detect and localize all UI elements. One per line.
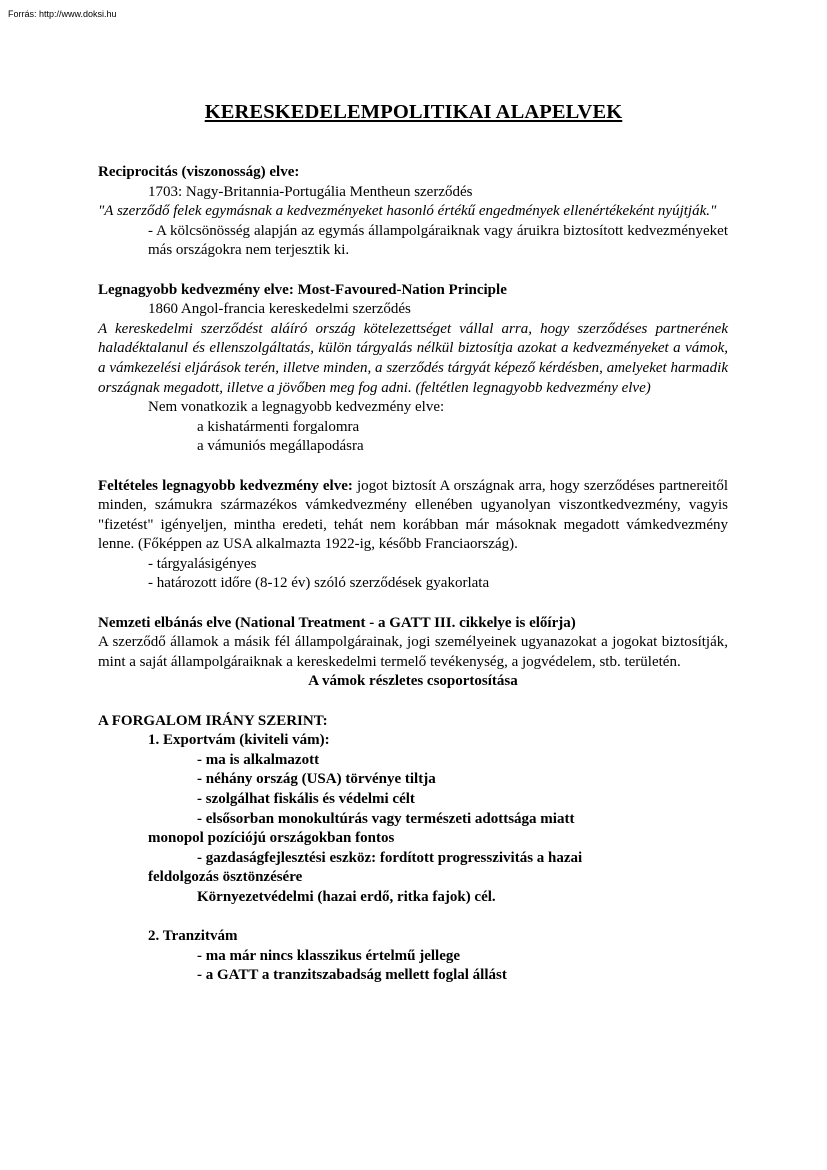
reciprocity-note: - A kölcsönösség alapján az egymás állampolgáraiknak vagy áruikra biztosított kedvezményeket más országokra nem terjesztik ki. [148,222,728,259]
tariff-classification-subtitle: A vámok részletes csoportosítása [308,673,518,690]
reciprocity-quote: "A szerződő felek egymásnak a kedvezményeket hasonló értékű engedmények ellenértékeként nyújtják." [98,203,717,220]
export-duty-heading: 1. Exportvám (kiviteli vám): [148,732,330,749]
export-duty-item-continuation: monopol pozíciójú országokban fontos [148,830,395,847]
source-line: Forrás: http://www.doksi.hu [8,9,117,19]
trade-direction-heading: A FORGALOM IRÁNY SZERINT: [98,712,328,729]
conditional-mfn-item: - határozott időre (8-12 év) szóló szerződések gyakorlata [148,575,490,592]
document-body [98,163,728,986]
mfn-exceptions-intro: Nem vonatkozik a legnagyobb kedvezmény elve: [148,399,445,416]
export-duty-item: - szolgálhat fiskális és védelmi célt [197,791,415,807]
export-duty-item: Környezetvédelmi (hazai erdő, ritka fajok) cél. [197,888,496,905]
conditional-mfn-heading: Feltételes legnagyobb kedvezmény elve: [98,477,353,494]
page-title: KERESKEDELEMPOLITIKAI ALAPELVEK [204,101,623,123]
conditional-mfn-paragraph [98,477,728,555]
reciprocity-treaty: 1703: Nagy-Britannia-Portugália Mentheun szerződés [148,183,473,200]
mfn-treaty: 1860 Angol-francia kereskedelmi szerződés [148,301,411,318]
transit-duty-heading: 2. Tranzitvám [148,928,238,945]
mfn-heading: Legnagyobb kedvezmény elve: Most-Favoured-Nation Principle [98,281,507,298]
mfn-exception-item: a vámuniós megállapodásra [197,438,364,455]
export-duty-item: - gazdaságfejlesztési eszköz: fordított progresszivitás a hazai [197,849,583,866]
export-duty-item: - elsősorban monokultúrás vagy természeti adottsága miatt [197,810,575,827]
conditional-mfn-item: - tárgyalásigényes [148,555,257,572]
national-treatment-text: A szerződő államok a másik fél állampolgárainak, jogi személyeinek ugyanazokat a jogokat biztosítják, mint a saját állampolgáraiknak a kereskedelmi termelő tevékenység, a jogvédelem, stb. területén. [98,634,728,670]
export-duty-item: - néhány ország (USA) törvénye tiltja [197,771,436,788]
reciprocity-heading: Reciprocitás (viszonosság) elve: [98,164,300,180]
export-duty-item-continuation: feldolgozás ösztönzésére [148,869,303,886]
mfn-definition: A kereskedelmi szerződést aláíró ország kötelezettséget vállal arra, hogy szerződéses partnerének haladéktalanul és ellenszolgáltatás, külön tárgyalás nélkül biztosítja azokat a kedvezményeket a vámok, a vámkezelési eljárások terén, illetve minden, a szerződés tárgyát képező kérdésben, amelyeket harmadik országnak megadott, illetve a jövőben meg fog adni. (feltétlen legnagyobb kedvezmény elve) [98,320,728,396]
transit-duty-item: - ma már nincs klasszikus értelmű jellege [197,947,461,964]
transit-duty-item: - a GATT a tranzitszabadság mellett foglal állást [197,967,507,984]
national-treatment-heading: Nemzeti elbánás elve (National Treatment - a GATT III. cikkelye is előírja) [98,614,576,631]
export-duty-item: - ma is alkalmazott [197,751,320,768]
mfn-exception-item: a kishatármenti forgalomra [197,418,360,435]
conditional-mfn-text: jogot biztosít A országnak arra, hogy szerződéses partnereitől minden, számukra származékos vámkedvezmény ellenében ugyanolyan viszontkedvezmény, vagyis "fizetést" igényeljen, mintha eredeti, tehát nem korábban már másoknak megadott vámkedvezmény lenne. (Főképpen az USA alkalmazta 1922-ig, később Franciaország). [98,477,728,553]
